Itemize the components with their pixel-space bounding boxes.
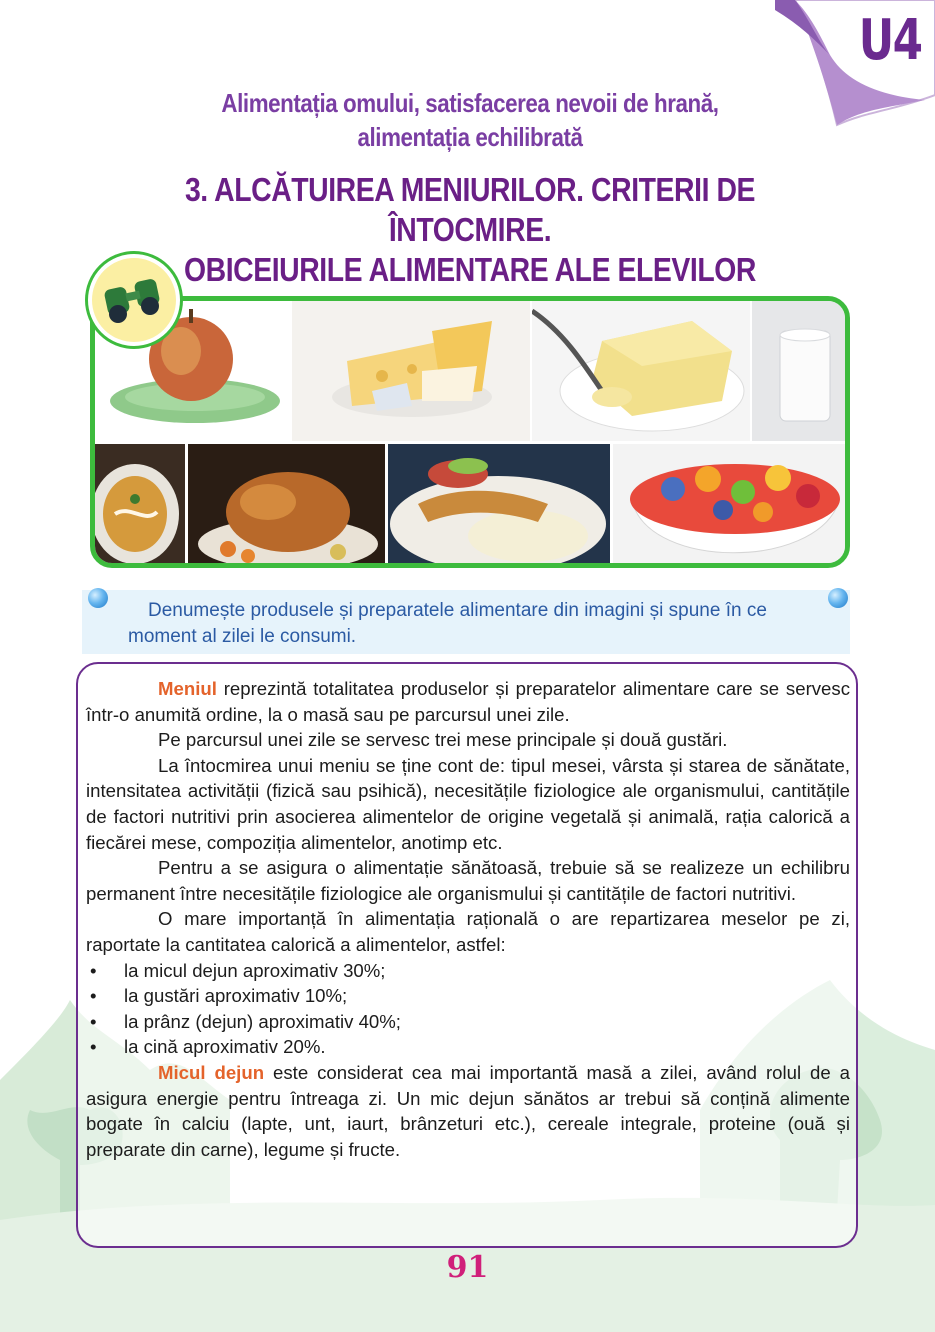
fish-with-rice-image: [388, 444, 610, 568]
binoculars-icon: [88, 254, 180, 346]
page-number: 91: [446, 1250, 489, 1285]
task-instruction-box: [82, 590, 850, 654]
lesson-subtitle: Alimentația omului, satisfacerea nevoii de hrană, alimentația echilibrată: [221, 88, 719, 152]
meal-distribution-list: [86, 958, 850, 1060]
paragraph-micul-dejun: Micul dejun este considerat cea mai importantă masă a zilei, având rolul de a asigura energie pentru întreaga zi. Un mic dejun sănătos ar trebui să conțină alimente bogate în calciu (lapte, unt, iaurt, brânzeturi etc.), cereale integrale, proteine (ouă și preparate din carne), legume și fructe.: [86, 1061, 851, 1160]
term-micul-dejun: Micul dejun: [158, 1061, 265, 1083]
butter-image: [532, 301, 750, 441]
paragraph-repartizare: O mare importanță în alimentația rațională o are repartizarea meselor pe zi, raportate la cantitatea calorică a alimentelor, astfel:: [86, 908, 850, 955]
unit-badge: U4: [858, 8, 921, 73]
paragraph-criterii: La întocmirea unui meniu se ține cont de: tipul mesei, vârsta și starea de sănătate, intensitatea activității (fizică sau psihică), necesitățile fiziologice ale organismului, cantitățile de factori nutritivi prin asocierea alimentelor de origine vegetală și animală, rația calorică a fiecărei mese, compoziția alimentelor, anotimp etc.: [86, 754, 850, 853]
soup-image: [95, 444, 185, 568]
paragraph-meniul: Meniul reprezintă totalitatea produselor și preparatelor alimentare care se servesc într-o anumită ordine, la o masă sau pe parcursul unei zile.: [86, 678, 850, 725]
milk-image: [752, 301, 850, 441]
list-item: • la micul dejun aproximativ 30%;: [86, 958, 850, 984]
page-title: 3. ALCĂTUIREA MENIURILOR. CRITERII DE ÎNTOCMIRE. OBICEIURILE ALIMENTARE ALE ELEVILOR: [183, 171, 757, 288]
bullet-dot-left-icon: [88, 588, 108, 608]
task-instruction-text: Denumește produsele și preparatele alimentare din imagini și spune în ce moment al zilei le consumi.: [128, 600, 767, 647]
list-item: • la cină aproximativ 20%.: [86, 1034, 850, 1060]
lesson-content-text: [86, 676, 850, 1162]
term-meniul: Meniul: [158, 678, 217, 699]
paragraph-mese: Pe parcursul unei zile se servesc trei mese principale și două gustări.: [158, 729, 728, 751]
cheese-image: [292, 301, 530, 441]
bullet-dot-right-icon: [828, 588, 848, 608]
fruit-salad-image: [613, 444, 850, 568]
paragraph-echilibru: Pentru a se asigura o alimentație sănătoasă, trebuie să se realizeze un echilibru permanent între necesitățile fiziologice ale organismului și cantitățile de factori nutritivi.: [86, 857, 850, 904]
list-item: • la prânz (dejun) aproximativ 40%;: [86, 1009, 850, 1035]
food-image-frame: [90, 296, 850, 568]
list-item: • la gustări aproximativ 10%;: [86, 983, 850, 1009]
roast-chicken-image: [188, 444, 385, 568]
lesson-content-box: [76, 662, 858, 1248]
